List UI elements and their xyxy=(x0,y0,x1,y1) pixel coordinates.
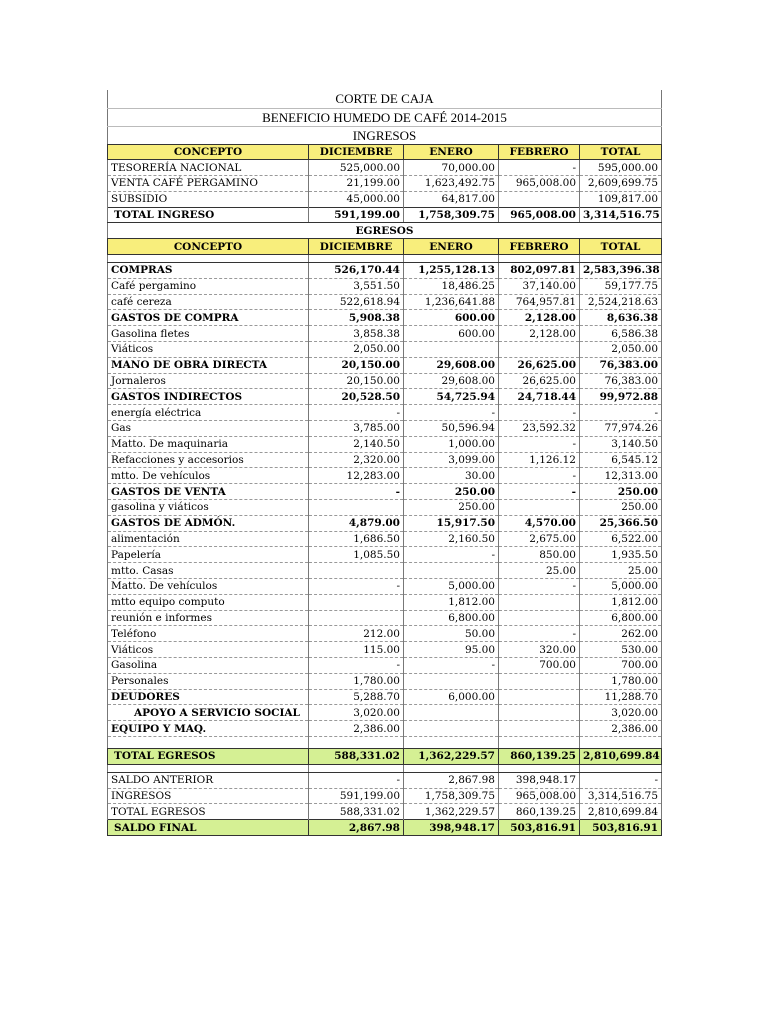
row-feb: - xyxy=(499,160,580,176)
header-diciembre: DICIEMBRE xyxy=(309,239,404,255)
row-dic: 5,908.38 xyxy=(309,310,404,326)
table-row xyxy=(108,610,662,626)
table-row xyxy=(108,547,662,563)
row-concepto: GASTOS DE VENTA xyxy=(108,484,309,500)
total-ingreso-label: TOTAL INGRESO xyxy=(108,207,309,223)
row-dic: 1,085.50 xyxy=(309,547,404,563)
row-concepto: Gasolina fletes xyxy=(108,326,309,342)
table-row xyxy=(108,357,662,373)
row-dic: 2,140.50 xyxy=(309,436,404,452)
row-total: 99,972.88 xyxy=(580,389,662,405)
total-egresos-dic: 588,331.02 xyxy=(309,748,404,764)
row-feb: 25.00 xyxy=(499,563,580,579)
row-feb: - xyxy=(499,484,580,500)
row-total: 3,314,516.75 xyxy=(580,788,662,804)
row-concepto: SALDO ANTERIOR xyxy=(108,772,309,788)
row-dic: 21,199.00 xyxy=(309,176,404,192)
total-ingreso-row xyxy=(108,207,662,223)
row-concepto: Papelería xyxy=(108,547,309,563)
row-dic: 20,528.50 xyxy=(309,389,404,405)
report-subtitle: BENEFICIO HUMEDO DE CAFÉ 2014-2015 xyxy=(108,108,662,126)
row-feb: - xyxy=(499,626,580,642)
row-total: 3,020.00 xyxy=(580,705,662,721)
total-egresos-ene: 1,362,229.57 xyxy=(404,748,499,764)
row-dic: 588,331.02 xyxy=(309,804,404,820)
table-body xyxy=(108,90,662,835)
row-ene: 1,236,641.88 xyxy=(404,294,499,310)
row-total: 109,817.00 xyxy=(580,191,662,207)
cash-report-sheet xyxy=(107,90,661,836)
row-concepto: reunión e informes xyxy=(108,610,309,626)
row-total: 700.00 xyxy=(580,658,662,674)
row-ene: 18,486.25 xyxy=(404,278,499,294)
header-concepto: CONCEPTO xyxy=(108,239,309,255)
row-dic: 3,551.50 xyxy=(309,278,404,294)
row-ene: - xyxy=(404,405,499,421)
row-concepto: gasolina y viáticos xyxy=(108,500,309,516)
table-row xyxy=(108,531,662,547)
row-concepto: Jornaleros xyxy=(108,373,309,389)
row-concepto: mtto. Casas xyxy=(108,563,309,579)
header-febrero: FEBRERO xyxy=(499,239,580,255)
row-total: 595,000.00 xyxy=(580,160,662,176)
row-feb: - xyxy=(499,579,580,595)
row-total: 6,800.00 xyxy=(580,610,662,626)
row-feb: 965,008.00 xyxy=(499,788,580,804)
header-diciembre: DICIEMBRE xyxy=(309,144,404,160)
row-feb xyxy=(499,673,580,689)
row-ene: 600.00 xyxy=(404,326,499,342)
row-dic: 591,199.00 xyxy=(309,788,404,804)
table-row xyxy=(108,673,662,689)
header-total: TOTAL xyxy=(580,144,662,160)
row-ene: 15,917.50 xyxy=(404,515,499,531)
row-ene: 250.00 xyxy=(404,484,499,500)
row-total: - xyxy=(580,405,662,421)
row-ene: 1,255,128.13 xyxy=(404,263,499,279)
row-feb: 860,139.25 xyxy=(499,804,580,820)
row-ene xyxy=(404,721,499,737)
total-egresos-feb: 860,139.25 xyxy=(499,748,580,764)
saldo-final-dic: 2,867.98 xyxy=(309,820,404,836)
total-ingreso-total: 3,314,516.75 xyxy=(580,207,662,223)
table-row xyxy=(108,436,662,452)
table-row xyxy=(108,500,662,516)
egresos-header-row xyxy=(108,239,662,255)
row-total: 262.00 xyxy=(580,626,662,642)
row-ene: 2,867.98 xyxy=(404,772,499,788)
row-ene: 6,800.00 xyxy=(404,610,499,626)
table-row xyxy=(108,594,662,610)
row-ene: 6,000.00 xyxy=(404,689,499,705)
row-concepto: SUBSIDIO xyxy=(108,191,309,207)
row-feb: 23,592.32 xyxy=(499,421,580,437)
row-concepto: alimentación xyxy=(108,531,309,547)
table-row xyxy=(108,294,662,310)
row-ene: 250.00 xyxy=(404,500,499,516)
row-ene: 30.00 xyxy=(404,468,499,484)
row-total: 1,780.00 xyxy=(580,673,662,689)
saldo-final-row xyxy=(108,820,662,836)
row-concepto: Viáticos xyxy=(108,642,309,658)
row-dic: 522,618.94 xyxy=(309,294,404,310)
row-feb: 24,718.44 xyxy=(499,389,580,405)
row-total: 3,140.50 xyxy=(580,436,662,452)
row-feb xyxy=(499,721,580,737)
row-ene: 1,812.00 xyxy=(404,594,499,610)
table-row xyxy=(108,468,662,484)
separator-row xyxy=(108,764,662,772)
row-total: 5,000.00 xyxy=(580,579,662,595)
header-enero: ENERO xyxy=(404,144,499,160)
row-concepto: GASTOS DE ADMÓN. xyxy=(108,515,309,531)
table-row xyxy=(108,160,662,176)
row-dic: 12,283.00 xyxy=(309,468,404,484)
row-concepto: EQUIPO Y MAQ. xyxy=(108,721,309,737)
table-row xyxy=(108,278,662,294)
row-total: 59,177.75 xyxy=(580,278,662,294)
row-concepto: VENTA CAFÉ PERGAMINO xyxy=(108,176,309,192)
row-total: 250.00 xyxy=(580,500,662,516)
total-egresos-row xyxy=(108,748,662,764)
row-dic: 20,150.00 xyxy=(309,373,404,389)
row-dic: - xyxy=(309,579,404,595)
row-total: 1,812.00 xyxy=(580,594,662,610)
row-dic: 3,020.00 xyxy=(309,705,404,721)
row-dic: 212.00 xyxy=(309,626,404,642)
row-feb: 965,008.00 xyxy=(499,176,580,192)
total-ingreso-feb: 965,008.00 xyxy=(499,207,580,223)
row-feb: 4,570.00 xyxy=(499,515,580,531)
row-concepto: café cereza xyxy=(108,294,309,310)
row-dic: 2,320.00 xyxy=(309,452,404,468)
header-total: TOTAL xyxy=(580,239,662,255)
table-row xyxy=(108,642,662,658)
row-dic: 115.00 xyxy=(309,642,404,658)
header-concepto: CONCEPTO xyxy=(108,144,309,160)
row-concepto: Teléfono xyxy=(108,626,309,642)
row-dic: 20,150.00 xyxy=(309,357,404,373)
row-concepto: APOYO A SERVICIO SOCIAL xyxy=(108,705,309,721)
row-concepto: Matto. De maquinaria xyxy=(108,436,309,452)
row-concepto: Gas xyxy=(108,421,309,437)
row-total: 530.00 xyxy=(580,642,662,658)
row-ene: 50,596.94 xyxy=(404,421,499,437)
row-concepto: MANO DE OBRA DIRECTA xyxy=(108,357,309,373)
row-dic: 5,288.70 xyxy=(309,689,404,705)
table-row xyxy=(108,515,662,531)
saldo-final-total: 503,816.91 xyxy=(580,820,662,836)
table-row xyxy=(108,705,662,721)
row-total: 250.00 xyxy=(580,484,662,500)
row-feb: 2,675.00 xyxy=(499,531,580,547)
table-row xyxy=(108,689,662,705)
table-row xyxy=(108,626,662,642)
row-dic: 4,879.00 xyxy=(309,515,404,531)
total-egresos-label: TOTAL EGRESOS xyxy=(108,748,309,764)
row-feb: 1,126.12 xyxy=(499,452,580,468)
row-feb: 850.00 xyxy=(499,547,580,563)
ingresos-header-row xyxy=(108,144,662,160)
total-egresos-total: 2,810,699.84 xyxy=(580,748,662,764)
row-concepto: Refacciones y accesorios xyxy=(108,452,309,468)
table-row xyxy=(108,176,662,192)
table-row xyxy=(108,721,662,737)
row-ene: 3,099.00 xyxy=(404,452,499,468)
row-feb: 764,957.81 xyxy=(499,294,580,310)
table-row xyxy=(108,421,662,437)
row-total: 76,383.00 xyxy=(580,357,662,373)
row-ene: 2,160.50 xyxy=(404,531,499,547)
row-dic: - xyxy=(309,772,404,788)
row-ene xyxy=(404,342,499,358)
row-total: 6,545.12 xyxy=(580,452,662,468)
row-total: 2,524,218.63 xyxy=(580,294,662,310)
row-feb xyxy=(499,705,580,721)
total-ingreso-dic: 591,199.00 xyxy=(309,207,404,223)
table-row xyxy=(108,452,662,468)
row-ene: 1,362,229.57 xyxy=(404,804,499,820)
row-dic: - xyxy=(309,405,404,421)
row-dic: - xyxy=(309,484,404,500)
cash-report-table xyxy=(107,90,662,836)
table-row xyxy=(108,389,662,405)
table-row xyxy=(108,191,662,207)
row-ene xyxy=(404,673,499,689)
row-feb: 700.00 xyxy=(499,658,580,674)
table-row xyxy=(108,310,662,326)
blank-row xyxy=(108,736,662,748)
row-dic: 525,000.00 xyxy=(309,160,404,176)
row-feb: - xyxy=(499,405,580,421)
row-dic: 3,858.38 xyxy=(309,326,404,342)
row-total: 12,313.00 xyxy=(580,468,662,484)
table-row xyxy=(108,405,662,421)
row-feb xyxy=(499,689,580,705)
row-feb: 2,128.00 xyxy=(499,310,580,326)
row-dic xyxy=(309,610,404,626)
row-concepto: DEUDORES xyxy=(108,689,309,705)
row-feb: - xyxy=(499,468,580,484)
row-concepto: INGRESOS xyxy=(108,788,309,804)
row-total: 8,636.38 xyxy=(580,310,662,326)
row-dic: 1,686.50 xyxy=(309,531,404,547)
row-feb xyxy=(499,610,580,626)
table-row xyxy=(108,772,662,788)
header-enero: ENERO xyxy=(404,239,499,255)
row-ene: - xyxy=(404,547,499,563)
row-feb xyxy=(499,191,580,207)
row-concepto: GASTOS INDIRECTOS xyxy=(108,389,309,405)
row-ene xyxy=(404,705,499,721)
table-row xyxy=(108,484,662,500)
row-dic xyxy=(309,594,404,610)
saldo-final-feb: 503,816.91 xyxy=(499,820,580,836)
row-total: 25,366.50 xyxy=(580,515,662,531)
row-dic: - xyxy=(309,658,404,674)
row-ene: 29,608.00 xyxy=(404,357,499,373)
row-concepto: mtto. De vehículos xyxy=(108,468,309,484)
table-row xyxy=(108,658,662,674)
egresos-heading: EGRESOS xyxy=(108,223,662,239)
row-ene: 29,608.00 xyxy=(404,373,499,389)
row-ene: 70,000.00 xyxy=(404,160,499,176)
row-ene: 1,000.00 xyxy=(404,436,499,452)
row-concepto: TOTAL EGRESOS xyxy=(108,804,309,820)
table-row xyxy=(108,373,662,389)
separator-row xyxy=(108,255,662,263)
row-concepto: energía eléctrica xyxy=(108,405,309,421)
row-total: 76,383.00 xyxy=(580,373,662,389)
row-dic: 526,170.44 xyxy=(309,263,404,279)
row-ene: 64,817.00 xyxy=(404,191,499,207)
row-ene xyxy=(404,563,499,579)
row-concepto: Personales xyxy=(108,673,309,689)
row-total: 6,586.38 xyxy=(580,326,662,342)
row-dic xyxy=(309,563,404,579)
table-row xyxy=(108,563,662,579)
row-total: 2,386.00 xyxy=(580,721,662,737)
row-concepto: COMPRAS xyxy=(108,263,309,279)
row-concepto: Viáticos xyxy=(108,342,309,358)
table-row xyxy=(108,342,662,358)
row-dic: 2,050.00 xyxy=(309,342,404,358)
table-row xyxy=(108,804,662,820)
row-total: - xyxy=(580,772,662,788)
row-ene: - xyxy=(404,658,499,674)
total-ingreso-ene: 1,758,309.75 xyxy=(404,207,499,223)
row-feb xyxy=(499,500,580,516)
row-concepto: Gasolina xyxy=(108,658,309,674)
row-feb: 320.00 xyxy=(499,642,580,658)
row-total: 2,609,699.75 xyxy=(580,176,662,192)
row-feb: 26,625.00 xyxy=(499,373,580,389)
row-feb xyxy=(499,594,580,610)
row-feb: 26,625.00 xyxy=(499,357,580,373)
row-feb xyxy=(499,342,580,358)
ingresos-title-row xyxy=(108,126,662,144)
header-febrero: FEBRERO xyxy=(499,144,580,160)
row-total: 25.00 xyxy=(580,563,662,579)
title-row xyxy=(108,90,662,108)
row-feb: 37,140.00 xyxy=(499,278,580,294)
row-feb: 398,948.17 xyxy=(499,772,580,788)
row-feb: - xyxy=(499,436,580,452)
saldo-final-ene: 398,948.17 xyxy=(404,820,499,836)
row-concepto: Café pergamino xyxy=(108,278,309,294)
row-total: 2,583,396.38 xyxy=(580,263,662,279)
saldo-final-label: SALDO FINAL xyxy=(108,820,309,836)
subtitle-row xyxy=(108,108,662,126)
row-ene: 600.00 xyxy=(404,310,499,326)
row-concepto: GASTOS DE COMPRA xyxy=(108,310,309,326)
row-total: 2,810,699.84 xyxy=(580,804,662,820)
row-dic xyxy=(309,500,404,516)
report-title: CORTE DE CAJA xyxy=(108,90,662,108)
row-dic: 45,000.00 xyxy=(309,191,404,207)
row-dic: 3,785.00 xyxy=(309,421,404,437)
row-ene: 5,000.00 xyxy=(404,579,499,595)
table-row xyxy=(108,263,662,279)
row-total: 6,522.00 xyxy=(580,531,662,547)
row-feb: 2,128.00 xyxy=(499,326,580,342)
egresos-title-row xyxy=(108,223,662,239)
row-ene: 1,758,309.75 xyxy=(404,788,499,804)
row-concepto: TESORERÍA NACIONAL xyxy=(108,160,309,176)
ingresos-heading: INGRESOS xyxy=(108,126,662,144)
row-ene: 54,725.94 xyxy=(404,389,499,405)
row-total: 2,050.00 xyxy=(580,342,662,358)
table-row xyxy=(108,326,662,342)
table-row xyxy=(108,788,662,804)
row-total: 1,935.50 xyxy=(580,547,662,563)
row-ene: 95.00 xyxy=(404,642,499,658)
row-total: 11,288.70 xyxy=(580,689,662,705)
table-row xyxy=(108,579,662,595)
row-ene: 1,623,492.75 xyxy=(404,176,499,192)
row-concepto: mtto equipo computo xyxy=(108,594,309,610)
row-total: 77,974.26 xyxy=(580,421,662,437)
row-dic: 1,780.00 xyxy=(309,673,404,689)
row-feb: 802,097.81 xyxy=(499,263,580,279)
row-concepto: Matto. De vehículos xyxy=(108,579,309,595)
row-dic: 2,386.00 xyxy=(309,721,404,737)
row-ene: 50.00 xyxy=(404,626,499,642)
